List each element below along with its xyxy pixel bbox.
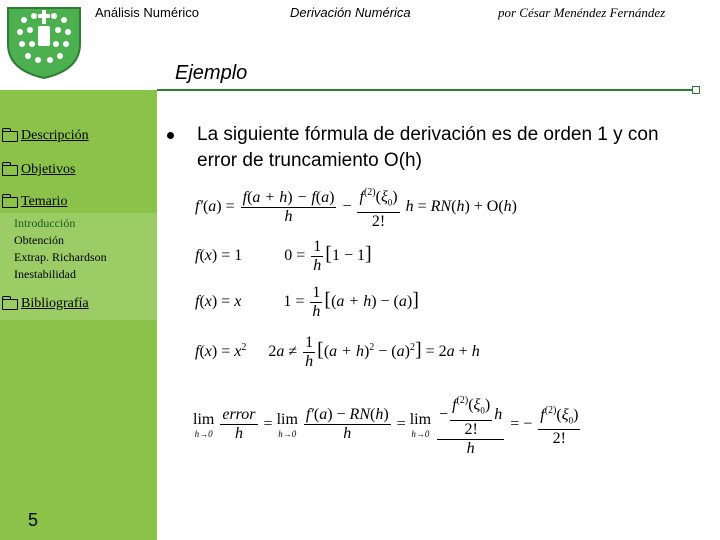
formula-example-constant: f(x) = 1 0 = $\frac{1}{h}$ [1 − 1]: [195, 238, 372, 274]
bullet-text: La siguiente fórmula de derivación es de orden 1 y con error de truncamiento O(h): [197, 124, 659, 171]
folder-icon: [2, 299, 18, 310]
nav-temario-label: Temario: [21, 194, 68, 209]
nav-bibliografia[interactable]: [2, 296, 89, 312]
formula-example-quadratic: $f(x) = x^2$ 2a ≠ $\frac{1}{h}$ $[(a + h)^2 - (a)^2] = 2a + h$: [195, 334, 480, 370]
university-crest-logo: [0, 0, 88, 80]
nav-descripcion-label: Descripción: [21, 128, 89, 143]
formula-derivative: f′(a) = $\frac{f(a + h) - f(a)}{h}$ − $\frac{f^{(2)}(\xi_0)}{2!}$ h = RN(h) + O(h): [195, 184, 517, 231]
header-author: por César Menéndez Fernández: [498, 5, 666, 20]
nav-sub-richardson[interactable]: Extrap. Richardson: [14, 250, 107, 264]
nav-sub-obtencion[interactable]: Obtención: [14, 233, 64, 247]
header-course: Análisis Numérico: [95, 5, 200, 20]
nav-sub-introduccion[interactable]: Introducción: [14, 216, 76, 230]
formula-example-linear: f(x) = x 1 = $\frac{1}{h}$ [(a + h) − (a)]: [195, 284, 419, 320]
folder-icon: [2, 165, 18, 176]
nav-descripcion[interactable]: [2, 128, 89, 144]
slide-header: [0, 0, 720, 30]
folder-icon: [2, 131, 18, 142]
nav-sub-inestabilidad[interactable]: Inestabilidad: [14, 267, 76, 281]
title-rule-end: [692, 86, 700, 94]
nav-temario[interactable]: [2, 194, 67, 210]
nav-bibliografia-label: Bibliografía: [21, 296, 89, 311]
header-topic: Derivación Numérica: [290, 5, 411, 20]
formula-limit-error: lim h→0 $\frac{\text{error}}{h}$ = lim h→0 $\frac{f'(a) - RN(h)}{h}$ = lim h→0 − $\frac{f^{(2)}(\xi_0)}{2!}$ h h = − $\frac{f^{(2)}(\xi_0)}{2!}$: [193, 392, 582, 458]
page-number: 5: [28, 510, 39, 530]
nav-objetivos[interactable]: [2, 162, 75, 178]
nav-objetivos-label: Objetivos: [21, 162, 76, 177]
open-folder-icon: [2, 197, 18, 208]
title-rule: [157, 89, 700, 91]
bullet-point: [167, 132, 174, 139]
slide-title: Ejemplo: [175, 62, 248, 84]
